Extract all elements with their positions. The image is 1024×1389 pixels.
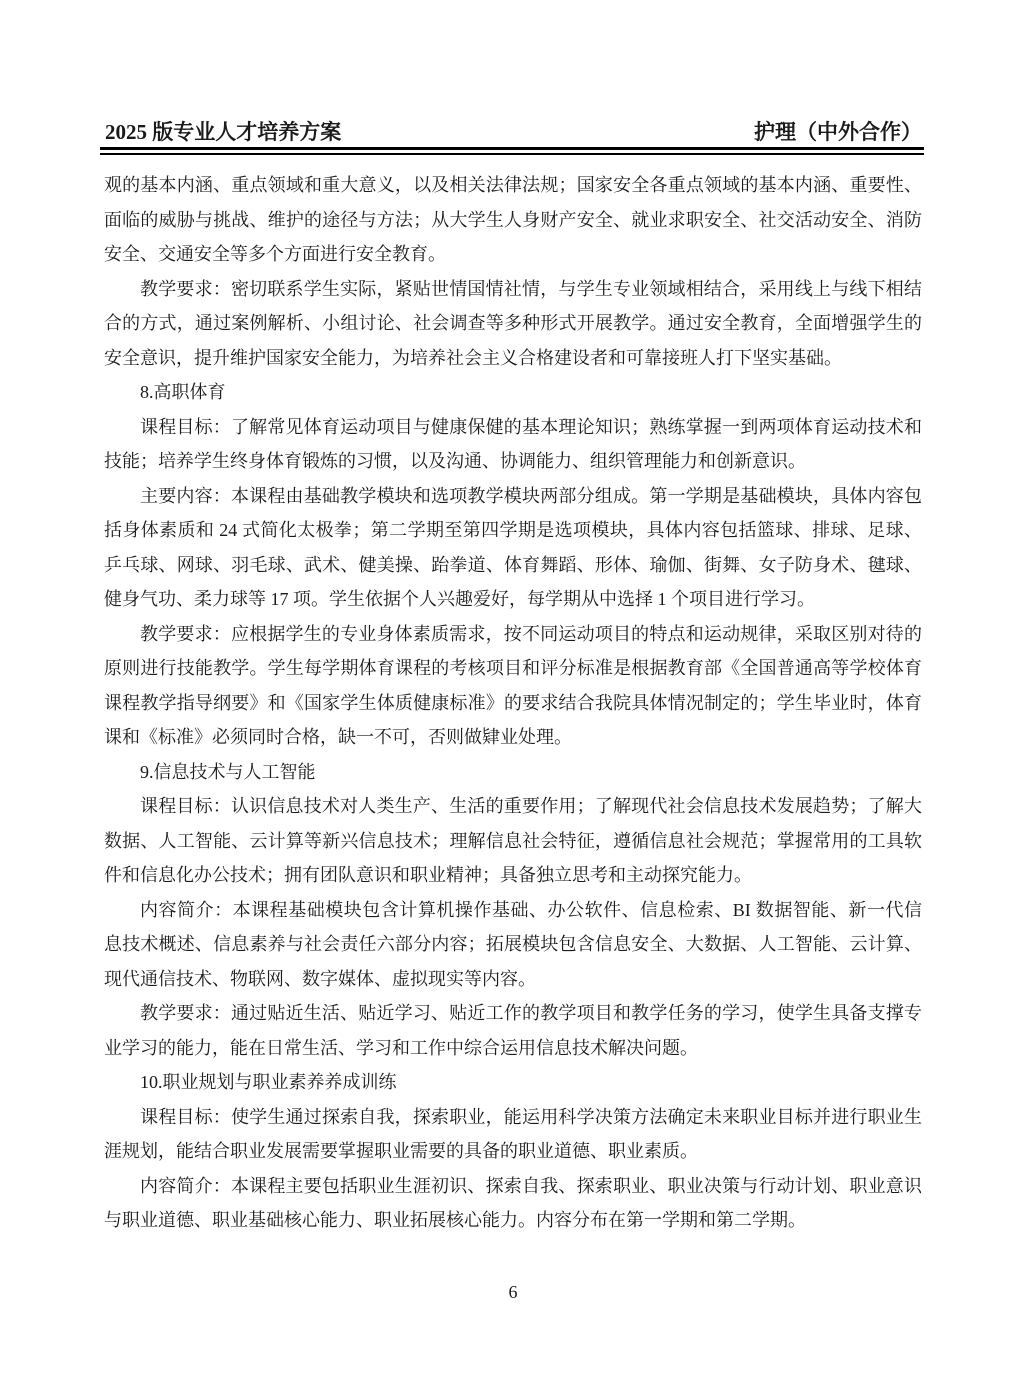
- paragraph-line: 课程目标：了解常见体育运动项目与健康保健的基本理论知识；熟练掌握一到两项体育运动技术和: [140, 416, 922, 437]
- paragraph-line: 教学要求：应根据学生的专业身体素质需求，按不同运动项目的特点和运动规律，采取区别对待的: [140, 623, 922, 644]
- paragraph-line: 括身体素质和 24 式简化太极拳；第二学期至第四学期是选项模块，具体内容包括篮球、排球、足球、: [104, 520, 922, 540]
- paragraph-line: 课程教学指导纲要》和《国家学生体质健康标准》的要求结合我院具体情况制定的；学生毕业时，体育: [104, 692, 922, 713]
- paragraph-line: 观的基本内涵、重点领域和重大意义，以及相关法律法规；国家安全各重点领域的基本内涵、重要性、: [104, 175, 922, 195]
- paragraph-line: 技能；培养学生终身体育锻炼的习惯，以及沟通、协调能力、组织管理能力和创新意识。: [104, 451, 806, 471]
- paragraph-line: 安全意识，提升维护国家安全能力，为培养社会主义合格建设者和可靠接班人打下坚实基础。: [104, 347, 842, 368]
- paragraph-line: 健身气功、柔力球等 17 项。学生依据个人兴趣爱好，每学期从中选择 1 个项目进行学习。: [104, 589, 815, 609]
- paragraph-line: 原则进行技能教学。学生每学期体育课程的考核项目和评分标准是根据教育部《全国普通高等学校体育: [104, 658, 922, 678]
- section-heading: 10.职业规划与职业素养养成训练: [140, 1072, 397, 1092]
- header-rule: [100, 147, 924, 155]
- paragraph-line: 安全、交通安全等多个方面进行安全教育。: [104, 244, 446, 264]
- section-heading: 8.高职体育: [140, 382, 226, 402]
- header-rule-bottom-line: [100, 153, 924, 155]
- page-number: 6: [508, 1282, 518, 1302]
- header-rule-top-line: [100, 147, 924, 150]
- header-right-title: 护理（中外合作）: [754, 120, 922, 144]
- paragraph-line: 内容简介：本课程基础模块包含计算机操作基础、办公软件、信息检索、BI 数据智能、新一代信: [140, 899, 922, 920]
- paragraph-line: 现代通信技术、物联网、数字媒体、虚拟现实等内容。: [104, 968, 536, 989]
- header-left-title: 2025 版专业人才培养方案: [105, 120, 342, 144]
- paragraph-line: 面临的威胁与挑战、维护的途径与方法；从大学生人身财产安全、就业求职安全、社交活动安全、消防: [104, 209, 922, 230]
- section-heading: 9.信息技术与人工智能: [140, 761, 316, 782]
- page-header: [105, 118, 922, 146]
- paragraph-line: 内容简介：本课程主要包括职业生涯初识、探索自我、探索职业、职业决策与行动计划、职业意识: [140, 1175, 922, 1196]
- page-footer: [104, 1278, 922, 1306]
- document-body: [104, 168, 922, 1238]
- paragraph-line: 主要内容：本课程由基础教学模块和选项教学模块两部分组成。第一学期是基础模块，具体内容包: [140, 485, 922, 506]
- paragraph-line: 业学习的能力，能在日常生活、学习和工作中综合运用信息技术解决问题。: [104, 1037, 698, 1058]
- paragraph-line: 息技术概述、信息素养与社会责任六部分内容；拓展模块包含信息安全、大数据、人工智能、云计算、: [104, 934, 922, 954]
- paragraph-line: 件和信息化办公技术；拥有团队意识和职业精神；具备独立思考和主动探究能力。: [104, 865, 752, 885]
- paragraph-line: 乒乓球、网球、羽毛球、武术、健美操、跆拳道、体育舞蹈、形体、瑜伽、街舞、女子防身术、毽球、: [104, 554, 922, 575]
- paragraph-line: 数据、人工智能、云计算等新兴信息技术；理解信息社会特征，遵循信息社会规范；掌握常用的工具软: [104, 830, 922, 851]
- paragraph-line: 课程目标：认识信息技术对人类生产、生活的重要作用；了解现代社会信息技术发展趋势；了解大: [140, 796, 922, 816]
- paragraph-line: 涯规划，能结合职业发展需要掌握职业需要的具备的职业道德、职业素质。: [104, 1141, 698, 1161]
- paragraph-line: 课和《标准》必须同时合格，缺一不可，否则做肄业处理。: [104, 727, 572, 747]
- paragraph-line: 合的方式，通过案例解析、小组讨论、社会调查等多种形式开展教学。通过安全教育，全面增强学生的: [104, 313, 922, 333]
- paragraph-line: 教学要求：通过贴近生活、贴近学习、贴近工作的教学项目和教学任务的学习，使学生具备支撑专: [140, 1003, 922, 1023]
- paragraph-line: 与职业道德、职业基础核心能力、职业拓展核心能力。内容分布在第一学期和第二学期。: [104, 1210, 806, 1230]
- paragraph-line: 教学要求：密切联系学生实际，紧贴世情国情社情，与学生专业领域相结合，采用线上与线下相结: [140, 278, 922, 299]
- paragraph-line: 课程目标：使学生通过探索自我，探索职业，能运用科学决策方法确定未来职业目标并进行职业生: [140, 1106, 922, 1127]
